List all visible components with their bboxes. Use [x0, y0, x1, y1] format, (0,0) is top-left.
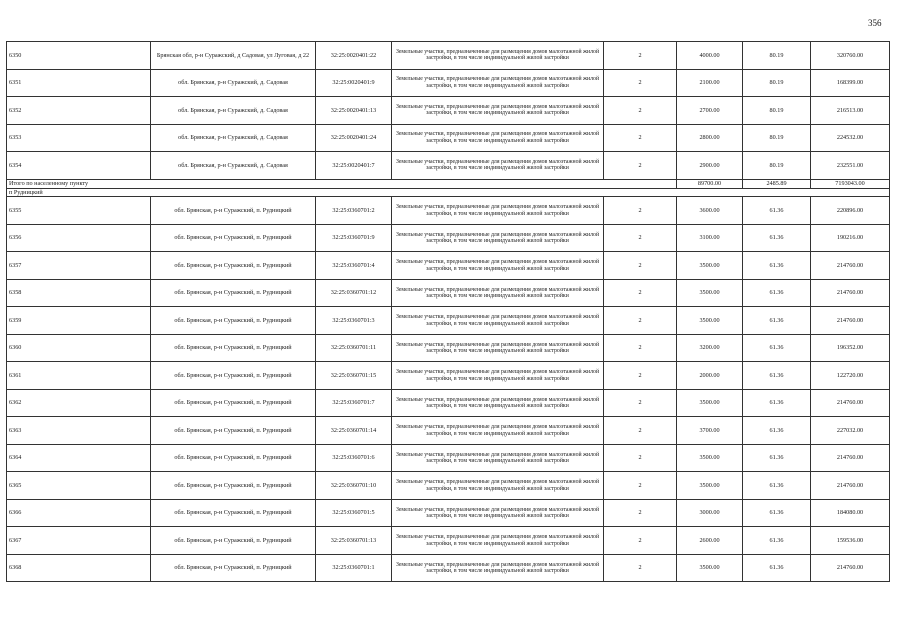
cell-land-use: Земельные участки, предназначенные для размещения домов малоэтажной жилой застройки, в том числе индивидуальной жилой застройки [392, 527, 604, 555]
cell-cadastral-cost: 320760.00 [811, 42, 890, 70]
cell-cadastral-number: 32:25:0020401:13 [316, 97, 392, 125]
table-row [7, 197, 890, 225]
cell-number: 6357 [7, 252, 151, 280]
cell-cadastral-cost: 214760.00 [811, 444, 890, 472]
cell-land-use: Земельные участки, предназначенные для размещения домов малоэтажной жилой застройки, в том числе индивидуальной жилой застройки [392, 279, 604, 307]
subtotal-cost: 7193043.00 [811, 179, 890, 189]
cell-land-use: Земельные участки, предназначенные для размещения домов малоэтажной жилой застройки, в том числе индивидуальной жилой застройки [392, 444, 604, 472]
cell-category-code: 2 [604, 97, 677, 125]
cell-category-code: 2 [604, 554, 677, 582]
cell-cadastral-number: 32:25:0360701:11 [316, 334, 392, 362]
cell-cadastral-number: 32:25:0360701:7 [316, 389, 392, 417]
table-row [7, 97, 890, 125]
cell-land-use: Земельные участки, предназначенные для размещения домов малоэтажной жилой застройки, в том числе индивидуальной жилой застройки [392, 42, 604, 70]
cell-number: 6354 [7, 152, 151, 180]
cell-unit-price: 61.36 [743, 444, 811, 472]
cell-address: обл. Брянская, р-н Суражский, п. Рудницкий [151, 417, 316, 445]
cell-area: 2600.00 [677, 527, 743, 555]
cell-land-use: Земельные участки, предназначенные для размещения домов малоэтажной жилой застройки, в том числе индивидуальной жилой застройки [392, 554, 604, 582]
cell-cadastral-cost: 216513.00 [811, 97, 890, 125]
cell-cadastral-cost: 214760.00 [811, 472, 890, 500]
cell-number: 6355 [7, 197, 151, 225]
cell-land-use: Земельные участки, предназначенные для размещения домов малоэтажной жилой застройки, в том числе индивидуальной жилой застройки [392, 417, 604, 445]
cell-unit-price: 61.36 [743, 362, 811, 390]
cell-address: обл. Брянская, р-н Суражский, п. Рудницкий [151, 527, 316, 555]
cell-address: Брянская обл, р-н Суражский, д Садовая, ул Луговая, д 22 [151, 42, 316, 70]
settlement-label: п Рудницкий [7, 189, 890, 197]
cell-number: 6359 [7, 307, 151, 335]
table-row [7, 444, 890, 472]
cell-land-use: Земельные участки, предназначенные для размещения домов малоэтажной жилой застройки, в том числе индивидуальной жилой застройки [392, 389, 604, 417]
cell-address: обл. Брянская, р-н Суражский, п. Рудницкий [151, 499, 316, 527]
cell-cadastral-cost: 214760.00 [811, 279, 890, 307]
cell-cadastral-cost: 220896.00 [811, 197, 890, 225]
cell-cadastral-number: 32:25:0360701:2 [316, 197, 392, 225]
cell-land-use: Земельные участки, предназначенные для размещения домов малоэтажной жилой застройки, в том числе индивидуальной жилой застройки [392, 307, 604, 335]
cell-area: 3500.00 [677, 472, 743, 500]
cell-area: 4000.00 [677, 42, 743, 70]
cell-unit-price: 61.36 [743, 279, 811, 307]
subtotal-row [7, 179, 890, 189]
cell-category-code: 2 [604, 279, 677, 307]
cell-cadastral-number: 32:25:0360701:4 [316, 252, 392, 280]
cell-category-code: 2 [604, 69, 677, 97]
cell-cadastral-cost: 224532.00 [811, 124, 890, 152]
cell-cadastral-number: 32:25:0020401:7 [316, 152, 392, 180]
cell-unit-price: 80.19 [743, 69, 811, 97]
cell-category-code: 2 [604, 124, 677, 152]
cell-cadastral-cost: 227032.00 [811, 417, 890, 445]
cell-address: обл. Брянская, р-н Суражский, п. Рудницкий [151, 197, 316, 225]
cell-area: 3500.00 [677, 307, 743, 335]
cell-land-use: Земельные участки, предназначенные для размещения домов малоэтажной жилой застройки, в том числе индивидуальной жилой застройки [392, 252, 604, 280]
cell-area: 2700.00 [677, 97, 743, 125]
cell-cadastral-number: 32:25:0360701:14 [316, 417, 392, 445]
cell-address: обл. Брянская, р-н Суражский, п. Рудницкий [151, 389, 316, 417]
subtotal-area: 89700.00 [677, 179, 743, 189]
cell-unit-price: 61.36 [743, 554, 811, 582]
table-row [7, 334, 890, 362]
cell-cadastral-cost: 196352.00 [811, 334, 890, 362]
cell-land-use: Земельные участки, предназначенные для размещения домов малоэтажной жилой застройки, в том числе индивидуальной жилой застройки [392, 124, 604, 152]
cell-area: 3500.00 [677, 444, 743, 472]
cell-category-code: 2 [604, 472, 677, 500]
cell-unit-price: 61.36 [743, 334, 811, 362]
cell-unit-price: 61.36 [743, 197, 811, 225]
cell-address: обл. Брянская, р-н Суражский, п. Рудницкий [151, 334, 316, 362]
table-row [7, 224, 890, 252]
cell-number: 6367 [7, 527, 151, 555]
cell-unit-price: 80.19 [743, 152, 811, 180]
cell-unit-price: 61.36 [743, 527, 811, 555]
cell-category-code: 2 [604, 42, 677, 70]
cell-category-code: 2 [604, 252, 677, 280]
settlement-header-row [7, 189, 890, 197]
cell-area: 2900.00 [677, 152, 743, 180]
cell-unit-price: 61.36 [743, 252, 811, 280]
cell-cadastral-cost: 214760.00 [811, 252, 890, 280]
cell-land-use: Земельные участки, предназначенные для размещения домов малоэтажной жилой застройки, в том числе индивидуальной жилой застройки [392, 69, 604, 97]
cell-number: 6362 [7, 389, 151, 417]
cell-category-code: 2 [604, 499, 677, 527]
table-row [7, 124, 890, 152]
cell-area: 3500.00 [677, 279, 743, 307]
cell-cadastral-number: 32:25:0020401:22 [316, 42, 392, 70]
cell-address: обл. Брянская, р-н Суражский, д. Садовая [151, 152, 316, 180]
cell-cadastral-cost: 122720.00 [811, 362, 890, 390]
cell-area: 2800.00 [677, 124, 743, 152]
cell-unit-price: 61.36 [743, 307, 811, 335]
cell-cadastral-cost: 184080.00 [811, 499, 890, 527]
cell-cadastral-cost: 232551.00 [811, 152, 890, 180]
cell-number: 6360 [7, 334, 151, 362]
table-row [7, 527, 890, 555]
table-row [7, 69, 890, 97]
cell-cadastral-number: 32:25:0360701:1 [316, 554, 392, 582]
cell-number: 6366 [7, 499, 151, 527]
cell-address: обл. Брянская, р-н Суражский, п. Рудницкий [151, 444, 316, 472]
cell-category-code: 2 [604, 307, 677, 335]
table-row [7, 252, 890, 280]
cell-number: 6358 [7, 279, 151, 307]
table-row [7, 152, 890, 180]
cell-area: 3600.00 [677, 197, 743, 225]
cell-category-code: 2 [604, 362, 677, 390]
cell-address: обл. Брянская, р-н Суражский, п. Рудницкий [151, 279, 316, 307]
cell-address: обл. Брянская, р-н Суражский, д. Садовая [151, 97, 316, 125]
cell-cadastral-cost: 168399.00 [811, 69, 890, 97]
cell-cadastral-cost: 214760.00 [811, 307, 890, 335]
table-row [7, 42, 890, 70]
cell-land-use: Земельные участки, предназначенные для размещения домов малоэтажной жилой застройки, в том числе индивидуальной жилой застройки [392, 224, 604, 252]
land-registry-table [6, 41, 890, 582]
cell-number: 6350 [7, 42, 151, 70]
cell-land-use: Земельные участки, предназначенные для размещения домов малоэтажной жилой застройки, в том числе индивидуальной жилой застройки [392, 499, 604, 527]
cell-cadastral-cost: 214760.00 [811, 554, 890, 582]
table-row [7, 499, 890, 527]
rows-after-subtotal [7, 197, 890, 582]
table-row [7, 417, 890, 445]
table-row [7, 472, 890, 500]
cell-category-code: 2 [604, 334, 677, 362]
cell-number: 6353 [7, 124, 151, 152]
cell-unit-price: 61.36 [743, 417, 811, 445]
cell-land-use: Земельные участки, предназначенные для размещения домов малоэтажной жилой застройки, в том числе индивидуальной жилой застройки [392, 97, 604, 125]
cell-unit-price: 80.19 [743, 124, 811, 152]
cell-address: обл. Брянская, р-н Суражский, п. Рудницкий [151, 472, 316, 500]
cell-cadastral-number: 32:25:0360701:6 [316, 444, 392, 472]
cell-cadastral-number: 32:25:0360701:12 [316, 279, 392, 307]
cell-area: 2000.00 [677, 362, 743, 390]
cell-cadastral-cost: 214760.00 [811, 389, 890, 417]
subtotal-price: 2485.89 [743, 179, 811, 189]
cell-cadastral-number: 32:25:0360701:5 [316, 499, 392, 527]
cell-address: обл. Брянская, р-н Суражский, д. Садовая [151, 124, 316, 152]
page-number: 356 [868, 18, 882, 28]
cell-address: обл. Брянская, р-н Суражский, п. Рудницкий [151, 307, 316, 335]
subtotal-section [7, 179, 890, 197]
cell-land-use: Земельные участки, предназначенные для размещения домов малоэтажной жилой застройки, в том числе индивидуальной жилой застройки [392, 152, 604, 180]
cell-number: 6351 [7, 69, 151, 97]
cell-category-code: 2 [604, 152, 677, 180]
cell-cadastral-number: 32:25:0360701:10 [316, 472, 392, 500]
cell-area: 3500.00 [677, 389, 743, 417]
cell-unit-price: 61.36 [743, 499, 811, 527]
cell-cadastral-number: 32:25:0360701:3 [316, 307, 392, 335]
cell-address: обл. Брянская, р-н Суражский, д. Садовая [151, 69, 316, 97]
cell-cadastral-number: 32:25:0020401:24 [316, 124, 392, 152]
cell-unit-price: 80.19 [743, 42, 811, 70]
cell-address: обл. Брянская, р-н Суражский, п. Рудницкий [151, 224, 316, 252]
cell-area: 3500.00 [677, 252, 743, 280]
cell-area: 3100.00 [677, 224, 743, 252]
cell-land-use: Земельные участки, предназначенные для размещения домов малоэтажной жилой застройки, в том числе индивидуальной жилой застройки [392, 362, 604, 390]
cell-number: 6364 [7, 444, 151, 472]
cell-cadastral-number: 32:25:0360701:13 [316, 527, 392, 555]
cell-land-use: Земельные участки, предназначенные для размещения домов малоэтажной жилой застройки, в том числе индивидуальной жилой застройки [392, 334, 604, 362]
cell-category-code: 2 [604, 444, 677, 472]
table-row [7, 389, 890, 417]
cell-number: 6365 [7, 472, 151, 500]
cell-cadastral-number: 32:25:0360701:15 [316, 362, 392, 390]
cell-unit-price: 61.36 [743, 389, 811, 417]
cell-number: 6361 [7, 362, 151, 390]
cell-category-code: 2 [604, 417, 677, 445]
subtotal-label: Итого по населенному пункту [7, 179, 677, 189]
cell-number: 6363 [7, 417, 151, 445]
cell-cadastral-number: 32:25:0020401:9 [316, 69, 392, 97]
cell-address: обл. Брянская, р-н Суражский, п. Рудницкий [151, 362, 316, 390]
cell-number: 6356 [7, 224, 151, 252]
rows-before-subtotal [7, 42, 890, 180]
table-row [7, 362, 890, 390]
cell-cadastral-cost: 159536.00 [811, 527, 890, 555]
table-row [7, 554, 890, 582]
table-row [7, 307, 890, 335]
cell-category-code: 2 [604, 224, 677, 252]
cell-area: 2100.00 [677, 69, 743, 97]
cell-number: 6352 [7, 97, 151, 125]
cell-unit-price: 61.36 [743, 472, 811, 500]
cell-area: 3700.00 [677, 417, 743, 445]
cell-land-use: Земельные участки, предназначенные для размещения домов малоэтажной жилой застройки, в том числе индивидуальной жилой застройки [392, 472, 604, 500]
cell-category-code: 2 [604, 389, 677, 417]
cell-cadastral-number: 32:25:0360701:9 [316, 224, 392, 252]
cell-category-code: 2 [604, 527, 677, 555]
cell-address: обл. Брянская, р-н Суражский, п. Рудницкий [151, 252, 316, 280]
cell-area: 3200.00 [677, 334, 743, 362]
cell-number: 6368 [7, 554, 151, 582]
table-row [7, 279, 890, 307]
cell-unit-price: 61.36 [743, 224, 811, 252]
cell-area: 3000.00 [677, 499, 743, 527]
cell-area: 3500.00 [677, 554, 743, 582]
cell-cadastral-cost: 190216.00 [811, 224, 890, 252]
cell-unit-price: 80.19 [743, 97, 811, 125]
cell-land-use: Земельные участки, предназначенные для размещения домов малоэтажной жилой застройки, в том числе индивидуальной жилой застройки [392, 197, 604, 225]
cell-address: обл. Брянская, р-н Суражский, п. Рудницкий [151, 554, 316, 582]
cell-category-code: 2 [604, 197, 677, 225]
